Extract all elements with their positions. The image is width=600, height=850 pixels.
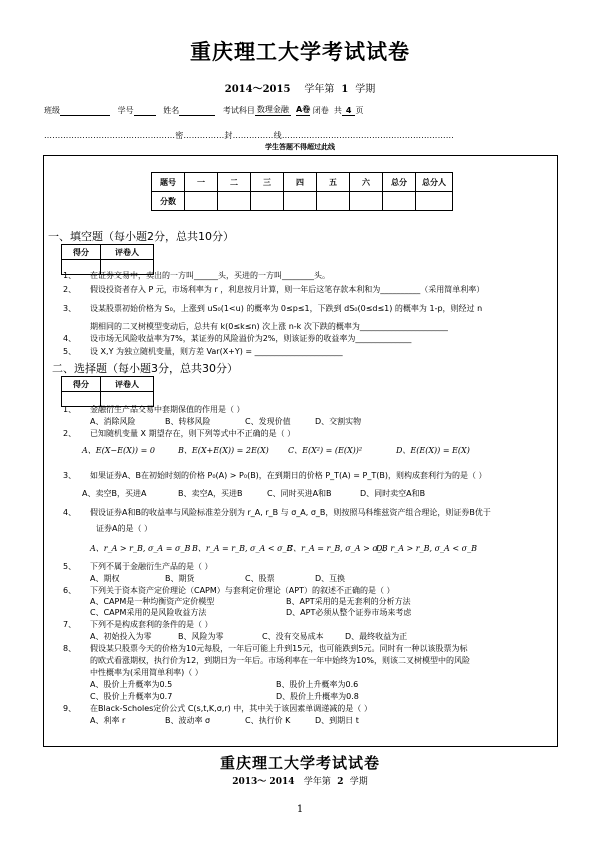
option-b: B、E(X+E(X)) = 2E(X) xyxy=(178,446,269,455)
next-exam-title: 重庆理工大学考试试卷 xyxy=(219,754,380,772)
student-info-line: 班级 学号 姓名 考试科目 数理金融 A卷 闭卷 共 4 页 xyxy=(44,105,364,115)
option-d: D、E(E(X)) = E(X) xyxy=(396,446,470,455)
choice-question-4-cont: 证券A的是（ ） xyxy=(96,524,153,533)
option-d: D、互换 xyxy=(315,574,346,583)
option-c: C、执行价 K xyxy=(245,716,291,725)
option-c: C、股票 xyxy=(245,574,275,583)
choice-question-5: 下列不属于金融衍生产品的是（ ） xyxy=(90,562,213,571)
choice-question-1: 金融衍生产品交易中套期保值的作用是（ ） xyxy=(90,405,245,414)
option-c: C、股价上升概率为0.7 xyxy=(90,692,173,701)
option-c: C、r_A = r_B, σ_A > σ_B xyxy=(287,544,388,553)
option-a: A、利率 r xyxy=(90,716,126,725)
option-a: A、消除风险 xyxy=(90,417,136,426)
option-a: A、r_A > r_B, σ_A = σ_B xyxy=(90,544,191,553)
option-a: A、初始投入为零 xyxy=(90,632,152,641)
option-a: A、E(X−E(X)) = 0 xyxy=(82,446,155,455)
section2-grader-box: 得分 评卷人 xyxy=(61,376,154,407)
option-b: B、转移风险 xyxy=(165,417,211,426)
choice-question-2: 已知随机变量 X 期望存在，则下列等式中不正确的是（ ） xyxy=(90,429,296,438)
option-d: D、交割实物 xyxy=(315,417,362,426)
fill-question-4: 设市场无风险收益率为7%，某证券的风险溢价为2%，则该证券的收益率为______________ xyxy=(90,334,412,343)
option-b: B、风险为零 xyxy=(178,632,224,641)
choice-question-8-cont2: 中性概率为(采用简单利率)（ ） xyxy=(90,668,203,677)
option-d: D、股价上升概率为0.8 xyxy=(276,692,359,701)
exam-title: 重庆理工大学考试试卷 xyxy=(190,39,410,64)
option-a: A、CAPM是一种均衡资产定价模型 xyxy=(90,597,215,606)
option-c: C、没有交易成本 xyxy=(262,632,324,641)
option-d: D、r_A > r_B, σ_A < σ_B xyxy=(376,544,477,553)
option-d: D、最终收益为正 xyxy=(345,632,408,641)
choice-question-7: 下列不是构成套利的条件的是（ ） xyxy=(90,620,213,629)
term-line: 2014～2015 学年第 1 学期 xyxy=(224,84,376,95)
option-c: C、同时买进A和B xyxy=(267,489,332,498)
choice-question-3: 如果证券A、B在初始时刻的价格 P₀(A) > P₀(B)，在到期日的价格 P_T(A) = P_T(B)，则构成套利行为的是（ ） xyxy=(90,471,487,480)
choice-question-8: 假设某只股票今天的价格为10元每股，一年后可能上升到15元，也可能跌到5元。同时有一种以该股票为标 xyxy=(90,644,468,653)
fill-question-2: 假设投资者存入 P 元，市场利率为 r ，利息按月计算，则一年后这笔存款本利和为__________（采用简单利率） xyxy=(90,285,485,294)
option-b: B、卖空A，买进B xyxy=(178,489,243,498)
section2-title: 二、选择题（每小题3分，总共30分） xyxy=(52,362,238,375)
seal-notice: 学生答题不得超过此线 xyxy=(265,143,335,151)
option-b: B、波动率 σ xyxy=(165,716,211,725)
option-a: A、期权 xyxy=(90,574,120,583)
seal-line: …………………………………………密……………封……………线……………………………………………………… xyxy=(44,131,455,140)
score-table: 题号 一 二 三 四 五 六 总分 总分人 分数 xyxy=(151,172,453,211)
option-a: A、股价上升概率为0.5 xyxy=(90,680,173,689)
option-b: B、r_A = r_B, σ_A < σ_B xyxy=(192,544,293,553)
fill-question-1: 在证券交易中，卖出的一方叫______头，买进的一方叫________头。 xyxy=(90,271,330,280)
option-d: D、到期日 t xyxy=(315,716,359,725)
fill-question-3: 设某股票初始价格为 S₀，上涨到 uS₀(1<u) 的概率为 0≤p≤1，下跌到 dS₀(0≤d≤1) 的概率为 1-p，则经过 n xyxy=(90,304,483,313)
page-number: 1 xyxy=(296,804,304,815)
option-c: C、E(X²) = (E(X))² xyxy=(288,446,363,455)
next-term-line: 2013～ 2014 学年第 2 学期 xyxy=(232,777,368,787)
choice-question-6: 下列关于资本资产定价理论（CAPM）与套利定价理论（APT）的叙述不正确的是（ ） xyxy=(90,586,395,595)
option-a: A、卖空B，买进A xyxy=(82,489,147,498)
option-c: C、发现价值 xyxy=(245,417,291,426)
option-b: B、股价上升概率为0.6 xyxy=(276,680,359,689)
option-b: B、期货 xyxy=(165,574,195,583)
option-d: D、同时卖空A和B xyxy=(360,489,426,498)
option-c: C、CAPM采用的是风险收益方法 xyxy=(90,608,207,617)
choice-question-4: 假设证券A和B的收益率与风险标准差分别为 r_A, r_B 与 σ_A, σ_B，则按照马科维兹资产组合理论，则证券B优于 xyxy=(90,508,491,517)
fill-question-5: 设 X,Y 为独立随机变量，则方差 Var(X+Y) = ______________________ xyxy=(90,347,343,356)
choice-question-8-cont: 的欧式看涨期权，执行价为12，到期日为一年后。市场利率在一年中始终为10%，则该二叉树模型中的风险 xyxy=(90,656,470,665)
section1-title: 一、填空题（每小题2分，总共10分） xyxy=(48,230,234,243)
option-b: B、APT采用的是无套利的分析方法 xyxy=(286,597,411,606)
option-d: D、APT必须从整个证券市场来考虑 xyxy=(286,608,412,617)
section1-grader-box: 得分 评卷人 xyxy=(61,244,154,275)
fill-question-3-cont: 期相同的二叉树模型变动后，总共有 k(0≤k≤n) 次上涨 n-k 次下跌的概率为______________________ xyxy=(90,322,448,331)
choice-question-9: 在Black-Scholes定价公式 C(s,t,K,σ,r) 中，其中关于该因素单调递减的是（ ） xyxy=(90,704,372,713)
